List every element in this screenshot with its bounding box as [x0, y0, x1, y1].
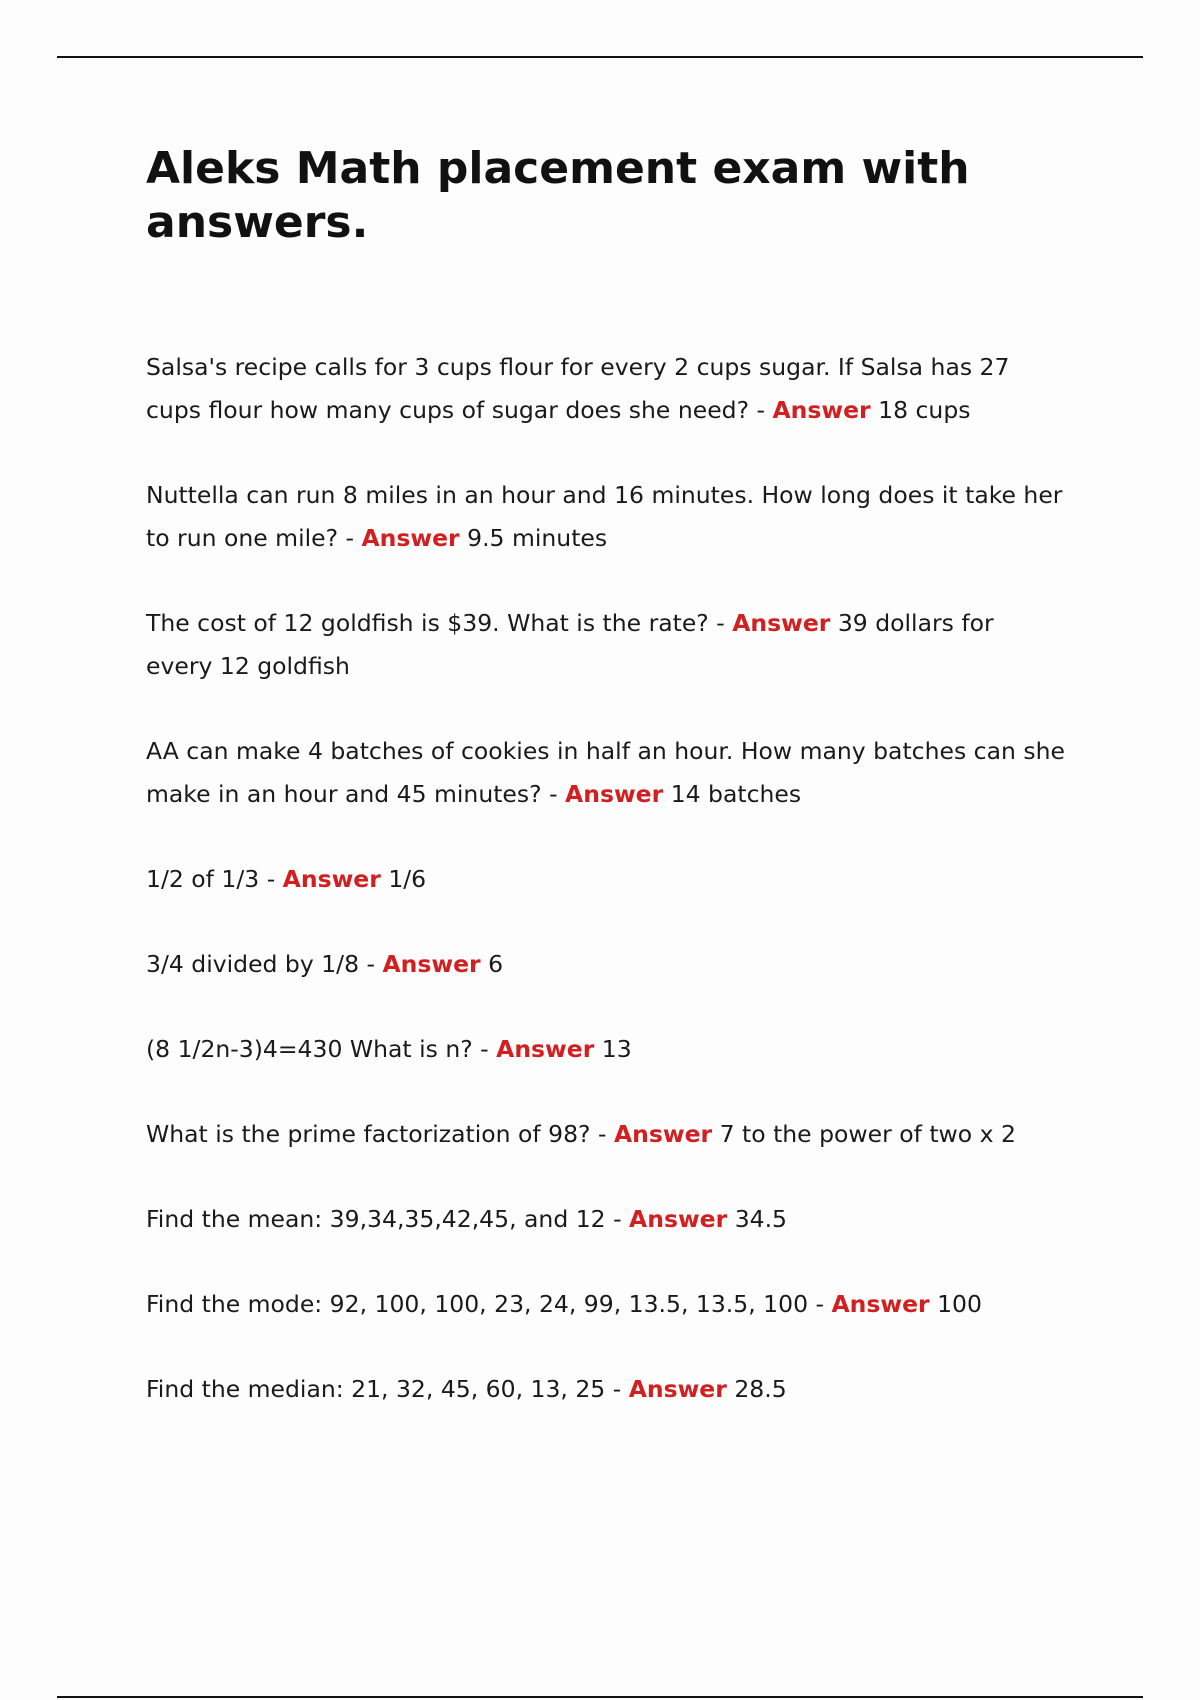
question-text: Find the mean: 39,34,35,42,45, and 12 -: [146, 1205, 622, 1233]
qa-item: [146, 474, 1066, 560]
qa-item: [146, 1198, 1066, 1241]
question-text: AA can make 4 batches of cookies in half an hour. How many batches can she make in an hour and 45 minutes? -: [146, 737, 1065, 808]
qa-item: [146, 1028, 1066, 1071]
answer-text: 100: [937, 1290, 982, 1318]
document-title: Aleks Math placement exam with answers.: [146, 143, 970, 248]
question-text: 3/4 divided by 1/8 -: [146, 950, 375, 978]
answer-label: Answer: [628, 1375, 727, 1403]
question-text: (8 1/2n-3)4=430 What is n? -: [146, 1035, 489, 1063]
qa-item: [146, 730, 1066, 816]
qa-item: [146, 602, 1066, 688]
question-text: Find the median: 21, 32, 45, 60, 13, 25 -: [146, 1375, 622, 1403]
qa-item: [146, 1113, 1066, 1156]
answer-label: Answer: [282, 865, 381, 893]
question-text: What is the prime factorization of 98? -: [146, 1120, 607, 1148]
bottom-rule: [57, 1696, 1143, 1698]
qa-item: [146, 1368, 1066, 1411]
answer-label: Answer: [772, 396, 871, 424]
qa-list: [146, 346, 1066, 1411]
answer-text: 9.5 minutes: [467, 524, 608, 552]
answer-label: Answer: [629, 1205, 728, 1233]
answer-text: 28.5: [734, 1375, 787, 1403]
question-text: Nuttella can run 8 miles in an hour and 16 minutes. How long does it take her to run one mile? -: [146, 481, 1063, 552]
qa-item: [146, 858, 1066, 901]
answer-text: 39 dollars for every 12 goldfish: [146, 609, 994, 680]
question-text: 1/2 of 1/3 -: [146, 865, 276, 893]
answer-label: Answer: [732, 609, 831, 637]
question-text: Find the mode: 92, 100, 100, 23, 24, 99, 13.5, 13.5, 100 -: [146, 1290, 824, 1318]
answer-label: Answer: [382, 950, 481, 978]
qa-item: [146, 943, 1066, 986]
answer-label: Answer: [565, 780, 664, 808]
answer-label: Answer: [613, 1120, 713, 1148]
answer-text: 18 cups: [878, 396, 971, 424]
question-text: Salsa's recipe calls for 3 cups flour for every 2 cups sugar. If Salsa has 27 cups flour how many cups of sugar does she need? -: [146, 353, 1010, 424]
qa-item: [146, 1283, 1066, 1326]
answer-label: Answer: [831, 1290, 930, 1318]
question-text: The cost of 12 goldfish is $39. What is the rate? -: [146, 609, 725, 637]
answer-label: Answer: [361, 524, 460, 552]
qa-item: [146, 346, 1066, 432]
answer-text: 7 to the power of two x 2: [719, 1120, 1016, 1148]
answer-label: Answer: [496, 1035, 595, 1063]
answer-text: 6: [488, 950, 504, 978]
top-rule: [57, 56, 1143, 58]
answer-text: 13: [601, 1035, 632, 1063]
answer-text: 34.5: [734, 1205, 788, 1233]
answer-text: 1/6: [388, 865, 427, 893]
answer-text: 14 batches: [670, 780, 802, 808]
document-body: [146, 142, 1066, 1453]
